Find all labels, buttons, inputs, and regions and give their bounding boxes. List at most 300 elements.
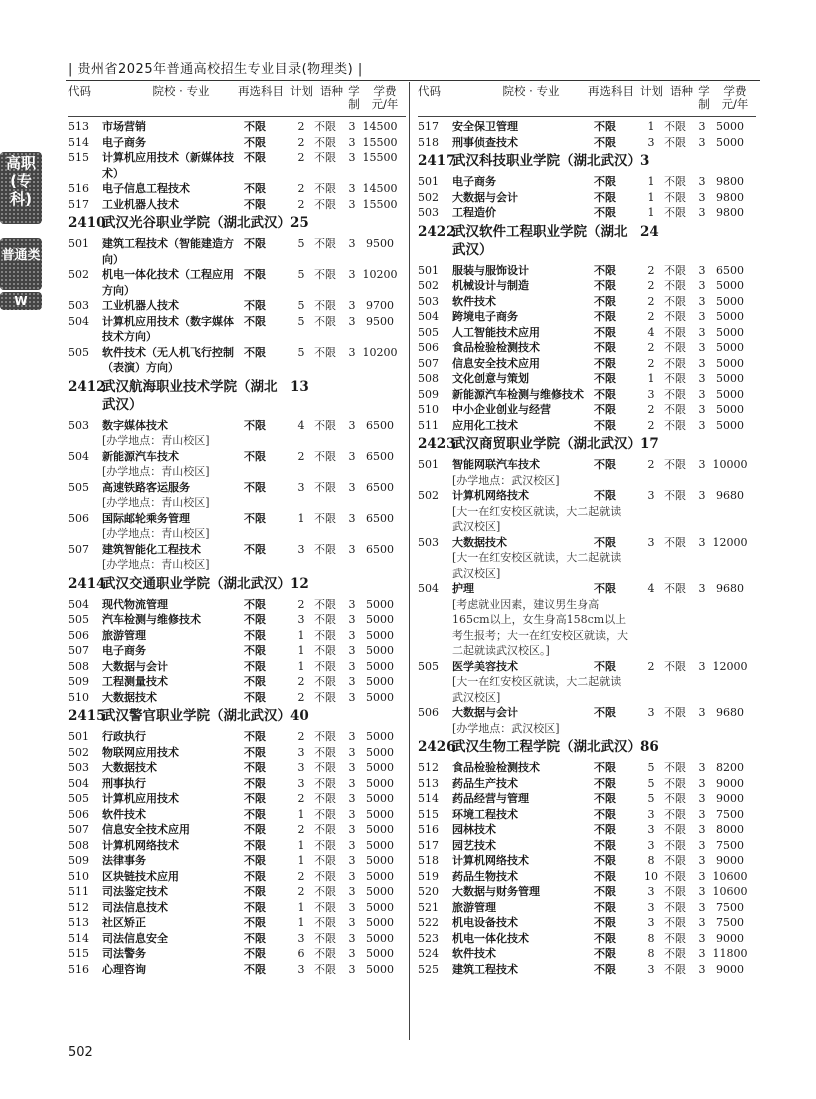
- plan-count: 5: [297, 345, 305, 359]
- major-code: 507: [68, 823, 89, 836]
- table-row: [68, 236, 406, 267]
- tuition-fee: 9800: [716, 190, 744, 204]
- plan-count: 3: [647, 387, 655, 401]
- major-code: 516: [418, 823, 439, 836]
- major-name: 大数据与会计: [452, 190, 518, 204]
- subject-requirement: 不限: [594, 489, 616, 502]
- duration: 3: [348, 900, 356, 914]
- language: 不限: [314, 947, 336, 960]
- language: 不限: [664, 659, 686, 673]
- duration: 3: [698, 706, 706, 719]
- tuition-fee: 5000: [366, 947, 394, 960]
- language: 不限: [664, 294, 686, 308]
- school-code: 2417: [418, 153, 456, 169]
- major-name: 社区矫正: [102, 916, 146, 929]
- major-code: 509: [418, 387, 439, 401]
- school-code: 2423: [418, 436, 456, 452]
- major-name: 法律事务: [102, 854, 146, 867]
- school-code: 2412: [68, 378, 106, 395]
- duration: 3: [348, 268, 356, 281]
- subject-requirement: 不限: [244, 838, 266, 852]
- major-code: 525: [418, 962, 439, 976]
- duration: 3: [348, 628, 356, 642]
- duration: 3: [348, 823, 356, 836]
- major-name: 高速铁路客运服务: [102, 480, 190, 494]
- tuition-fee: 11800: [712, 947, 748, 960]
- table-row: [68, 511, 406, 527]
- major-name: 应用化工技术: [452, 418, 518, 432]
- tuition-fee: 9800: [716, 175, 744, 188]
- major-code: 517: [68, 197, 89, 211]
- plan-count: 3: [297, 613, 305, 626]
- language: 不限: [664, 325, 686, 339]
- language: 不限: [664, 403, 686, 416]
- table-row: [418, 340, 756, 356]
- table-row: [68, 119, 406, 135]
- language: 不限: [664, 838, 686, 852]
- plan-count: 1: [647, 175, 655, 188]
- major-code: 505: [68, 792, 89, 805]
- subject-requirement: 不限: [244, 854, 266, 867]
- subject-requirement: 不限: [244, 931, 266, 945]
- major-code: 504: [68, 314, 89, 328]
- tuition-fee: 5000: [366, 854, 394, 867]
- subject-requirement: 不限: [244, 314, 266, 328]
- language: 不限: [664, 372, 686, 385]
- tuition-fee: 5000: [366, 962, 394, 976]
- major-code: 518: [418, 135, 439, 149]
- language: 不限: [664, 823, 686, 836]
- major-name: 物联网应用技术: [102, 745, 179, 759]
- plan-count: 2: [297, 730, 305, 743]
- subject-requirement: 不限: [594, 869, 616, 883]
- plan-count: 3: [647, 706, 655, 719]
- table-row: [68, 418, 406, 434]
- language: 不限: [664, 356, 686, 370]
- table-row: [418, 371, 756, 387]
- subject-requirement: 不限: [594, 854, 616, 867]
- subject-requirement: 不限: [594, 120, 616, 133]
- tuition-fee: 7500: [716, 807, 744, 821]
- language: 不限: [664, 489, 686, 502]
- language: 不限: [664, 190, 686, 204]
- plan-count: 3: [647, 885, 655, 898]
- plan-count: 1: [297, 838, 305, 852]
- table-row: [68, 135, 406, 151]
- major-name: 计算机网络技术: [102, 838, 179, 852]
- duration: 3: [348, 776, 356, 790]
- campus-note: [考虑就业因素，建议男生身高165cm以上，女生身高158cm以上考生报考；大一在红安校区就读，大二起就读武汉校区。]: [452, 597, 628, 657]
- subject-requirement: 不限: [244, 613, 266, 626]
- plan-count: 6: [297, 947, 305, 960]
- language: 不限: [314, 511, 336, 525]
- campus-note: [大一在红安校区就读，大二起就读武汉校区]: [452, 504, 622, 533]
- language: 不限: [664, 458, 686, 471]
- duration: 3: [348, 480, 356, 494]
- major-code: 507: [68, 542, 89, 556]
- table-row: [68, 807, 406, 823]
- major-code: 513: [68, 916, 89, 929]
- language: 不限: [664, 962, 686, 976]
- tuition-fee: 5000: [366, 792, 394, 805]
- major-name: 药品生物技术: [452, 869, 518, 883]
- subject-requirement: 不限: [594, 761, 616, 774]
- tuition-fee: 7500: [716, 838, 744, 852]
- language: 不限: [664, 418, 686, 432]
- language: 不限: [664, 869, 686, 883]
- table-row: [68, 690, 406, 706]
- table-row: [68, 900, 406, 916]
- tuition-fee: 5000: [366, 613, 394, 626]
- major-code: 510: [418, 403, 439, 416]
- major-code: 512: [418, 761, 439, 774]
- major-name: 大数据与财务管理: [452, 885, 540, 898]
- language: 不限: [314, 885, 336, 898]
- major-code: 501: [418, 263, 439, 277]
- major-code: 506: [68, 511, 89, 525]
- language: 不限: [314, 869, 336, 883]
- plan-count: 1: [647, 206, 655, 219]
- plan-count: 2: [647, 263, 655, 277]
- major-name: 汽车检测与维修技术: [102, 613, 201, 626]
- subject-requirement: 不限: [594, 947, 616, 960]
- school-name: 武汉生物工程学院（湖北武汉）: [452, 739, 641, 755]
- plan-count: 3: [647, 916, 655, 929]
- tuition-fee: 5000: [716, 279, 744, 292]
- tuition-fee: 5000: [716, 372, 744, 385]
- language: 不限: [314, 931, 336, 945]
- tuition-fee: 5000: [366, 761, 394, 774]
- duration: 3: [698, 341, 706, 354]
- major-name: 工程测量技术: [102, 675, 168, 688]
- tuition-fee: 5000: [716, 356, 744, 370]
- table-row: [418, 915, 756, 931]
- header-code: 代码: [418, 84, 441, 98]
- subject-requirement: 不限: [244, 745, 266, 759]
- major-code: 502: [68, 745, 89, 759]
- table-row: [68, 181, 406, 197]
- duration: 3: [348, 418, 356, 432]
- duration: 3: [698, 489, 706, 502]
- subject-requirement: 不限: [244, 268, 266, 281]
- major-code: 505: [418, 659, 439, 673]
- duration: 3: [348, 120, 356, 133]
- right-table-body: [418, 117, 756, 977]
- plan-count: 5: [647, 776, 655, 790]
- language: 不限: [314, 613, 336, 626]
- tuition-fee: 9500: [366, 237, 394, 250]
- school-name: 武汉警官职业学院（湖北武汉）: [102, 708, 291, 724]
- table-row: [68, 597, 406, 613]
- subject-requirement: 不限: [244, 542, 266, 556]
- subject-requirement: 不限: [244, 449, 266, 463]
- subject-requirement: 不限: [244, 511, 266, 525]
- major-code: 503: [418, 535, 439, 549]
- subject-requirement: 不限: [244, 197, 266, 211]
- school-plan: 12: [290, 575, 309, 592]
- plan-count: 2: [297, 792, 305, 805]
- duration: 3: [348, 135, 356, 149]
- language: 不限: [314, 776, 336, 790]
- language: 不限: [664, 535, 686, 549]
- subject-requirement: 不限: [594, 931, 616, 945]
- header-duration: 学制: [698, 84, 710, 111]
- major-name: 司法信息技术: [102, 900, 168, 914]
- left-column: [68, 82, 406, 977]
- language: 不限: [664, 582, 686, 595]
- tuition-fee: 5000: [366, 730, 394, 743]
- table-row: [418, 791, 756, 807]
- language: 不限: [314, 675, 336, 688]
- table-row: [68, 822, 406, 838]
- duration: 3: [348, 597, 356, 611]
- major-name: 软件技术: [452, 947, 496, 960]
- duration: 3: [348, 885, 356, 898]
- major-name: 园林技术: [452, 823, 496, 836]
- subject-requirement: 不限: [594, 807, 616, 821]
- plan-count: 5: [297, 237, 305, 250]
- plan-count: 3: [297, 480, 305, 494]
- plan-count: 2: [297, 197, 305, 211]
- major-code: 515: [418, 807, 439, 821]
- language: 不限: [314, 268, 336, 281]
- tuition-fee: 5000: [366, 807, 394, 821]
- duration: 3: [698, 931, 706, 945]
- duration: 3: [698, 294, 706, 308]
- major-code: 509: [68, 675, 89, 688]
- table-row: [418, 760, 756, 776]
- table-row: [418, 457, 756, 473]
- language: 不限: [664, 175, 686, 188]
- tuition-fee: 10000: [712, 458, 748, 471]
- plan-count: 5: [297, 299, 305, 312]
- tuition-fee: 10600: [712, 885, 748, 898]
- plan-count: 1: [297, 511, 305, 525]
- language: 不限: [314, 900, 336, 914]
- table-row: [418, 119, 756, 135]
- header-plan: 计划: [640, 84, 663, 98]
- major-name: 机电设备技术: [452, 916, 518, 929]
- school-plan: 17: [640, 436, 659, 452]
- duration: 3: [698, 761, 706, 774]
- tuition-fee: 9000: [716, 931, 744, 945]
- tuition-fee: 9680: [716, 706, 744, 719]
- major-name: 大数据与会计: [102, 659, 168, 673]
- duration: 3: [348, 542, 356, 556]
- language: 不限: [664, 900, 686, 914]
- plan-count: 5: [297, 314, 305, 328]
- plan-count: 2: [647, 294, 655, 308]
- duration: 3: [348, 197, 356, 211]
- table-row: [418, 659, 756, 675]
- header-code: 代码: [68, 84, 91, 98]
- major-code: 502: [418, 190, 439, 204]
- language: 不限: [314, 597, 336, 611]
- major-name: 计算机应用技术（新媒体技术）: [102, 151, 234, 180]
- subject-requirement: 不限: [244, 120, 266, 133]
- duration: 3: [698, 325, 706, 339]
- major-name: 机械设计与制造: [452, 279, 529, 292]
- subject-requirement: 不限: [244, 916, 266, 929]
- major-name: 刑事执行: [102, 776, 146, 790]
- subject-requirement: 不限: [244, 900, 266, 914]
- plan-count: 5: [647, 761, 655, 774]
- plan-count: 2: [297, 135, 305, 149]
- subject-requirement: 不限: [244, 597, 266, 611]
- major-name: 数字媒体技术: [102, 418, 168, 432]
- table-row: [68, 197, 406, 213]
- duration: 3: [698, 263, 706, 277]
- subject-requirement: 不限: [594, 279, 616, 292]
- plan-count: 5: [297, 268, 305, 281]
- campus-note: [大一在红安校区就读，大二起就读武汉校区]: [452, 551, 622, 580]
- language: 不限: [314, 730, 336, 743]
- major-name: 工业机器人技术: [102, 299, 179, 312]
- plan-count: 2: [297, 449, 305, 463]
- duration: 3: [348, 690, 356, 704]
- header-language: 语种: [670, 84, 693, 98]
- header-name: 院校 · 专业: [502, 84, 560, 98]
- plan-count: 4: [297, 418, 305, 432]
- table-header: [418, 82, 756, 117]
- duration: 3: [698, 279, 706, 292]
- table-row: [418, 869, 756, 885]
- table-row: [68, 267, 406, 298]
- duration: 3: [698, 869, 706, 883]
- major-code: 520: [418, 885, 439, 898]
- major-code: 518: [418, 854, 439, 867]
- school-plan: 3: [640, 153, 650, 169]
- language: 不限: [664, 916, 686, 929]
- plan-count: 2: [297, 675, 305, 688]
- duration: 3: [348, 947, 356, 960]
- school-code: 2414: [68, 575, 106, 592]
- duration: 3: [348, 854, 356, 867]
- major-code: 513: [418, 776, 439, 790]
- language: 不限: [314, 182, 336, 195]
- table-row: [68, 729, 406, 745]
- subject-requirement: 不限: [244, 962, 266, 976]
- subject-requirement: 不限: [244, 690, 266, 704]
- subject-requirement: 不限: [594, 325, 616, 339]
- duration: 3: [698, 823, 706, 836]
- language: 不限: [664, 931, 686, 945]
- major-code: 507: [418, 356, 439, 370]
- subject-requirement: 不限: [244, 628, 266, 642]
- tuition-fee: 5000: [716, 294, 744, 308]
- plan-count: 2: [297, 182, 305, 195]
- subject-requirement: 不限: [244, 182, 266, 195]
- major-code: 506: [68, 807, 89, 821]
- subject-requirement: 不限: [594, 372, 616, 385]
- tuition-fee: 5000: [366, 745, 394, 759]
- major-code: 513: [68, 120, 89, 133]
- tuition-fee: 5000: [366, 900, 394, 914]
- subject-requirement: 不限: [244, 675, 266, 688]
- plan-count: 8: [647, 931, 655, 945]
- subject-requirement: 不限: [594, 263, 616, 277]
- major-code: 522: [418, 916, 439, 929]
- duration: 3: [698, 659, 706, 673]
- tuition-fee: 6500: [366, 511, 394, 525]
- table-row: [68, 480, 406, 496]
- tuition-fee: 12000: [712, 535, 748, 549]
- subject-requirement: 不限: [244, 418, 266, 432]
- header-fee: 学费元/年: [371, 84, 399, 111]
- subject-requirement: 不限: [594, 403, 616, 416]
- duration: 3: [698, 947, 706, 960]
- tuition-fee: 5000: [366, 931, 394, 945]
- major-name: 食品检验检测技术: [452, 341, 540, 354]
- duration: 3: [698, 535, 706, 549]
- duration: 3: [698, 776, 706, 790]
- tuition-fee: 14500: [362, 182, 398, 195]
- duration: 3: [348, 345, 356, 359]
- major-code: 524: [418, 947, 439, 960]
- subject-requirement: 不限: [594, 962, 616, 976]
- table-row: [68, 150, 406, 181]
- campus-note: [办学地点：青山校区]: [102, 465, 210, 478]
- table-row: [68, 659, 406, 675]
- subject-requirement: 不限: [244, 807, 266, 821]
- language: 不限: [314, 314, 336, 328]
- major-name: 软件技术: [452, 294, 496, 308]
- major-code: 503: [418, 294, 439, 308]
- school-name: 武汉交通职业学院（湖北武汉）: [102, 575, 291, 592]
- duration: 3: [698, 854, 706, 867]
- major-code: 501: [418, 175, 439, 188]
- table-row: [418, 705, 756, 721]
- header-subject: 再选科目: [588, 84, 634, 98]
- major-name: 电子商务: [102, 135, 146, 149]
- major-name: 安全保卫管理: [452, 120, 518, 133]
- campus-note: [办学地点：武汉校区]: [452, 721, 560, 735]
- plan-count: 1: [297, 659, 305, 673]
- school-code: 2415: [68, 708, 106, 724]
- language: 不限: [664, 947, 686, 960]
- side-tab-type: 普通类: [0, 238, 42, 290]
- tuition-fee: 14500: [362, 120, 398, 133]
- plan-count: 3: [647, 489, 655, 502]
- plan-count: 2: [297, 869, 305, 883]
- header-duration: 学制: [348, 84, 360, 111]
- major-name: 软件技术（无人机飞行控制（表演）方向）: [102, 345, 234, 374]
- campus-note: [办学地点：青山校区]: [102, 558, 210, 571]
- major-code: 503: [418, 206, 439, 219]
- tuition-fee: 5000: [366, 823, 394, 836]
- school-plan: 40: [290, 708, 309, 724]
- table-row: [418, 838, 756, 854]
- language: 不限: [664, 206, 686, 219]
- major-name: 文化创意与策划: [452, 372, 529, 385]
- table-row: [68, 869, 406, 885]
- plan-count: 2: [647, 356, 655, 370]
- major-code: 505: [68, 345, 89, 359]
- subject-requirement: 不限: [244, 761, 266, 774]
- table-row: [418, 205, 756, 221]
- language: 不限: [664, 761, 686, 774]
- language: 不限: [314, 135, 336, 149]
- language: 不限: [664, 310, 686, 323]
- duration: 3: [348, 761, 356, 774]
- language: 不限: [314, 761, 336, 774]
- major-name: 药品经营与管理: [452, 792, 529, 805]
- table-row: [418, 325, 756, 341]
- duration: 3: [698, 403, 706, 416]
- tuition-fee: 15500: [362, 151, 398, 164]
- school-plan: 86: [640, 739, 659, 755]
- major-name: 机电一体化技术: [452, 931, 529, 945]
